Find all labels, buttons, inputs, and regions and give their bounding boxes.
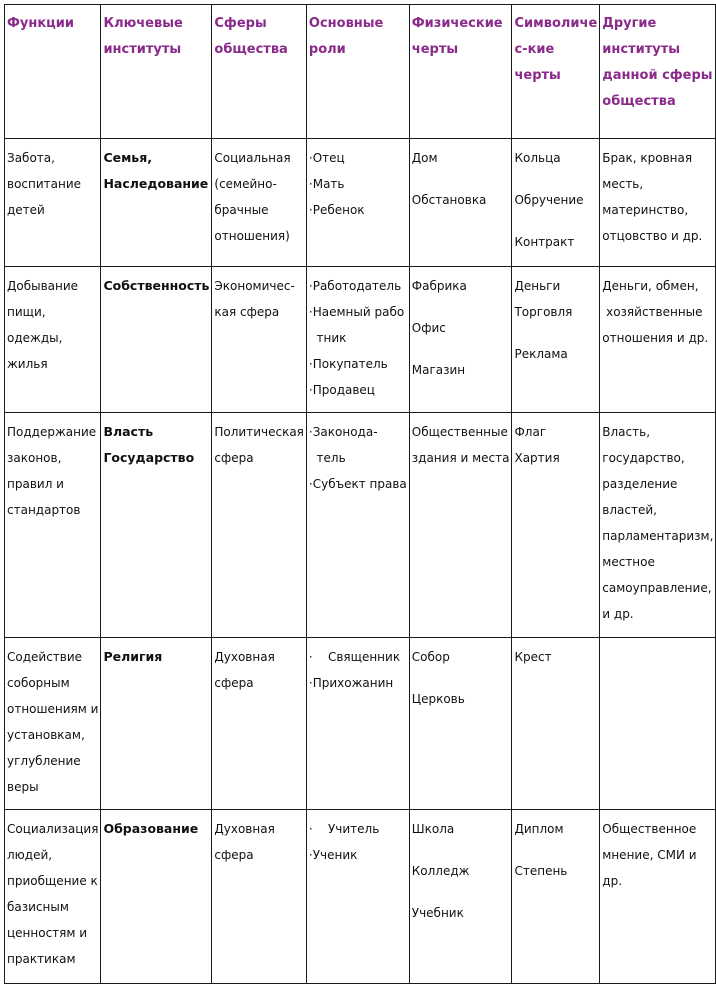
cell-line: Контракт — [514, 235, 575, 249]
cell-line: веры — [7, 780, 39, 794]
cell-line: Брак, кровная — [602, 151, 693, 165]
cell-line: Религия — [103, 649, 163, 664]
cell-line: ·Работодатель — [308, 279, 402, 293]
cell-line: властей, — [602, 503, 657, 517]
cell-line: Наследование — [103, 176, 209, 191]
header-key-institutions: Ключевые институты — [101, 5, 212, 139]
cell-line: тник — [308, 331, 347, 345]
header-spheres: Сферы общества — [212, 5, 307, 139]
cell-line: отношениям и — [7, 702, 99, 716]
cell-institution — [101, 810, 212, 984]
cell-line: Хартия — [514, 451, 560, 465]
header-main-roles: Основные роли — [306, 5, 409, 139]
cell-line: сфера — [214, 451, 254, 465]
cell-symbolic — [512, 139, 600, 267]
cell-line: брачные — [214, 203, 269, 217]
header-symbolic-traits: Символиче с-кие черты — [512, 5, 600, 139]
cell-line: Собор — [411, 650, 450, 664]
cell-line: хозяйственные — [602, 305, 703, 319]
cell-line: пищи, — [7, 305, 46, 319]
cell-line: сфера — [214, 848, 254, 862]
cell-line: Образование — [103, 821, 199, 836]
cell-line: ·Ученик — [308, 848, 358, 862]
cell-sphere — [212, 413, 307, 638]
cell-line: Семья, — [103, 150, 152, 165]
cell-other — [600, 139, 716, 267]
cell-institution — [101, 267, 212, 413]
cell-function — [5, 267, 101, 413]
cell-line: отцовство и др. — [602, 229, 703, 243]
cell-institution — [101, 413, 212, 638]
cell-line: Крест — [514, 650, 552, 664]
cell-line: углубление — [7, 754, 81, 768]
cell-line: одежды, — [7, 331, 63, 345]
cell-line: практикам — [7, 952, 76, 966]
cell-line: Флаг — [514, 425, 547, 439]
cell-line: стандартов — [7, 503, 81, 517]
cell-line: ·Наемный рабо — [308, 305, 405, 319]
cell-line: Экономичес- — [214, 279, 295, 293]
cell-line: ·Мать — [308, 177, 345, 191]
cell-roles — [306, 638, 409, 810]
cell-line: людей, — [7, 848, 53, 862]
cell-line: мнение, СМИ и — [602, 848, 697, 862]
cell-sphere — [212, 638, 307, 810]
cell-line: Добывание — [7, 279, 79, 293]
cell-other — [600, 267, 716, 413]
cell-line: тель — [308, 451, 346, 465]
table-row — [5, 139, 716, 267]
cell-line: Фабрика — [411, 279, 467, 293]
cell-line: детей — [7, 203, 45, 217]
cell-line: ·Покупатель — [308, 357, 388, 371]
cell-line: Деньги, обмен, — [602, 279, 699, 293]
cell-line: Духовная — [214, 650, 275, 664]
cell-line: др. — [602, 874, 623, 888]
cell-line: месть, — [602, 177, 644, 191]
cell-line: кая сфера — [214, 305, 280, 319]
cell-line: ·Продавец — [308, 383, 375, 397]
cell-roles — [306, 413, 409, 638]
cell-line: воспитание — [7, 177, 82, 191]
cell-line: самоуправление, — [602, 581, 712, 595]
cell-roles — [306, 139, 409, 267]
cell-line: Содействие — [7, 650, 83, 664]
cell-line: базисным — [7, 900, 69, 914]
cell-line: Собственность — [103, 278, 210, 293]
cell-line: Колледж — [411, 864, 470, 878]
cell-line: установкам, — [7, 728, 85, 742]
cell-line: Кольца — [514, 151, 561, 165]
cell-line: разделение — [602, 477, 678, 491]
cell-function — [5, 413, 101, 638]
cell-institution — [101, 638, 212, 810]
cell-physical — [409, 810, 512, 984]
cell-line: приобщение к — [7, 874, 98, 888]
cell-line: Диплом — [514, 822, 564, 836]
cell-line: ·Субъект права — [308, 477, 407, 491]
cell-line: и др. — [602, 607, 634, 621]
cell-physical — [409, 413, 512, 638]
institutions-table — [4, 4, 716, 984]
cell-line: · Священник — [308, 650, 401, 664]
cell-other — [600, 413, 716, 638]
cell-line: ·Прихожанин — [308, 676, 394, 690]
cell-line: здания и места — [411, 451, 510, 465]
header-physical-traits: Физические черты — [409, 5, 512, 139]
cell-line: Государство — [103, 450, 195, 465]
header-other-institutions: Другие институты данной сферы общества — [600, 5, 716, 139]
cell-symbolic — [512, 267, 600, 413]
cell-line: Духовная — [214, 822, 275, 836]
cell-line: Забота, — [7, 151, 55, 165]
cell-line: Общественное — [602, 822, 697, 836]
cell-sphere — [212, 810, 307, 984]
cell-line: Власть — [103, 424, 154, 439]
cell-line: ·Законода- — [308, 425, 378, 439]
cell-line: Реклама — [514, 347, 568, 361]
cell-line: Деньги — [514, 279, 561, 293]
table-row — [5, 413, 716, 638]
cell-line: Магазин — [411, 363, 466, 377]
cell-symbolic — [512, 638, 600, 810]
cell-line: Офис — [411, 321, 446, 335]
cell-line: Общественные — [411, 425, 508, 439]
table-row — [5, 267, 716, 413]
cell-sphere — [212, 267, 307, 413]
cell-institution — [101, 139, 212, 267]
cell-line: Учебник — [411, 906, 464, 920]
cell-line: Школа — [411, 822, 455, 836]
cell-line: Обстановка — [411, 193, 487, 207]
cell-line: государство, — [602, 451, 685, 465]
cell-line: Дом — [411, 151, 438, 165]
cell-symbolic — [512, 413, 600, 638]
cell-line: ценностям и — [7, 926, 88, 940]
cell-line: ·Ребенок — [308, 203, 365, 217]
cell-line: Политическая — [214, 425, 304, 439]
cell-function — [5, 810, 101, 984]
cell-line: правил и — [7, 477, 64, 491]
cell-line: Степень — [514, 864, 568, 878]
cell-line: Социальная — [214, 151, 291, 165]
cell-line: · Учитель — [308, 822, 380, 836]
cell-line: Социализация — [7, 822, 99, 836]
cell-other — [600, 810, 716, 984]
cell-line: ·Отец — [308, 151, 345, 165]
cell-line: жилья — [7, 357, 48, 371]
cell-line: местное — [602, 555, 655, 569]
cell-line: материнство, — [602, 203, 689, 217]
cell-line: Поддержание — [7, 425, 97, 439]
cell-roles — [306, 810, 409, 984]
cell-line: Обручение — [514, 193, 584, 207]
header-functions: Функции — [5, 5, 101, 139]
cell-line: Торговля — [514, 305, 573, 319]
cell-physical — [409, 638, 512, 810]
cell-line: Церковь — [411, 692, 465, 706]
cell-function — [5, 638, 101, 810]
cell-line: парламентаризм, — [602, 529, 714, 543]
cell-symbolic — [512, 810, 600, 984]
cell-physical — [409, 267, 512, 413]
cell-line: Власть, — [602, 425, 651, 439]
cell-line: (семейно- — [214, 177, 277, 191]
cell-roles — [306, 267, 409, 413]
cell-line: отношения) — [214, 229, 290, 243]
cell-sphere — [212, 139, 307, 267]
cell-physical — [409, 139, 512, 267]
cell-line: соборным — [7, 676, 70, 690]
table-row — [5, 810, 716, 984]
cell-other — [600, 638, 716, 810]
table-row — [5, 638, 716, 810]
cell-line: сфера — [214, 676, 254, 690]
cell-line: отношения и др. — [602, 331, 709, 345]
cell-line: законов, — [7, 451, 62, 465]
header-row — [5, 5, 716, 139]
cell-function — [5, 139, 101, 267]
